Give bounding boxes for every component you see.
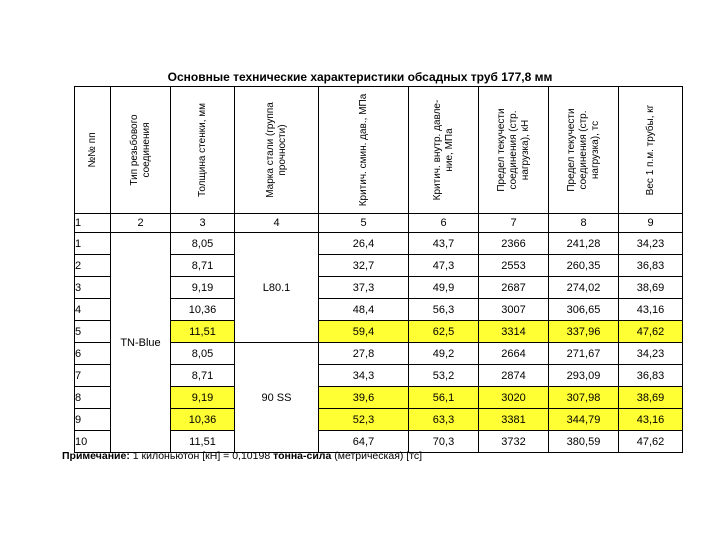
yield-kn-cell: 2687 (479, 277, 549, 299)
collapse-pressure-cell: 64,7 (319, 431, 409, 453)
wall-thickness-cell: 8,71 (171, 255, 235, 277)
wall-thickness-cell: 9,19 (171, 277, 235, 299)
header-cell (479, 87, 549, 214)
column-number: 6 (409, 214, 479, 233)
header-label: Вес 1 п.м. трубы, кг (644, 104, 656, 196)
header-cell (171, 87, 235, 214)
row-number: 3 (75, 277, 111, 299)
burst-pressure-cell: 43,7 (409, 233, 479, 255)
weight-cell: 38,69 (619, 277, 683, 299)
row-number: 5 (75, 321, 111, 343)
yield-ts-cell: 293,09 (549, 365, 619, 387)
footnote-label: Примечание: (62, 450, 130, 462)
row-number: 1 (75, 233, 111, 255)
collapse-pressure-cell: 27,8 (319, 343, 409, 365)
yield-kn-cell: 2664 (479, 343, 549, 365)
connection-type-cell: TN-Blue (111, 233, 171, 453)
weight-cell: 43,16 (619, 299, 683, 321)
weight-cell: 34,23 (619, 233, 683, 255)
header-label: Предел текучести соединения (стр. нагрузка), кН (495, 108, 531, 192)
column-number: 4 (235, 214, 319, 233)
burst-pressure-cell: 49,9 (409, 277, 479, 299)
yield-ts-cell: 274,02 (549, 277, 619, 299)
row-number: 9 (75, 409, 111, 431)
yield-ts-cell: 271,67 (549, 343, 619, 365)
row-number: 4 (75, 299, 111, 321)
weight-cell: 43,16 (619, 409, 683, 431)
yield-kn-cell: 2366 (479, 233, 549, 255)
column-number: 5 (319, 214, 409, 233)
column-number: 8 (549, 214, 619, 233)
header-label: Толщина стенки, мм (196, 103, 208, 197)
wall-thickness-cell: 10,36 (171, 409, 235, 431)
footnote (62, 450, 422, 462)
burst-pressure-cell: 62,5 (409, 321, 479, 343)
yield-ts-cell: 241,28 (549, 233, 619, 255)
burst-pressure-cell: 56,3 (409, 299, 479, 321)
table-row (75, 233, 683, 255)
header-label: Критич. смин. дав., МПа (357, 93, 369, 207)
yield-ts-cell: 337,96 (549, 321, 619, 343)
collapse-pressure-cell: 32,7 (319, 255, 409, 277)
header-cell (549, 87, 619, 214)
collapse-pressure-cell: 52,3 (319, 409, 409, 431)
header-label: Тип резьбового соединения (128, 114, 152, 186)
weight-cell: 47,62 (619, 321, 683, 343)
yield-kn-cell: 3020 (479, 387, 549, 409)
wall-thickness-cell: 9,19 (171, 387, 235, 409)
wall-thickness-cell: 8,05 (171, 233, 235, 255)
wall-thickness-cell: 11,51 (171, 431, 235, 453)
steel-grade-cell: L80.1 (235, 233, 319, 343)
weight-cell: 36,83 (619, 365, 683, 387)
burst-pressure-cell: 70,3 (409, 431, 479, 453)
burst-pressure-cell: 49,2 (409, 343, 479, 365)
wall-thickness-cell: 8,71 (171, 365, 235, 387)
header-cell (409, 87, 479, 214)
burst-pressure-cell: 63,3 (409, 409, 479, 431)
footnote-text: 1 килоньютон [кН] = 0,10198 (129, 450, 274, 462)
row-number: 6 (75, 343, 111, 365)
header-cell (75, 87, 111, 214)
yield-kn-cell: 3381 (479, 409, 549, 431)
column-number: 3 (171, 214, 235, 233)
yield-ts-cell: 260,35 (549, 255, 619, 277)
yield-kn-cell: 3314 (479, 321, 549, 343)
column-number: 9 (619, 214, 683, 233)
yield-ts-cell: 344,79 (549, 409, 619, 431)
footnote-text-end: (метрическая) [тс] (331, 450, 423, 462)
yield-ts-cell: 307,98 (549, 387, 619, 409)
header-row (75, 87, 683, 214)
row-number: 2 (75, 255, 111, 277)
collapse-pressure-cell: 34,3 (319, 365, 409, 387)
wall-thickness-cell: 8,05 (171, 343, 235, 365)
header-label: Марка стали (группа прочности) (264, 102, 288, 198)
yield-ts-cell: 306,65 (549, 299, 619, 321)
row-number: 7 (75, 365, 111, 387)
collapse-pressure-cell: 39,6 (319, 387, 409, 409)
row-number: 10 (75, 431, 111, 453)
burst-pressure-cell: 47,3 (409, 255, 479, 277)
steel-grade-cell: 90 SS (235, 343, 319, 453)
header-cell (619, 87, 683, 214)
weight-cell: 47,62 (619, 431, 683, 453)
header-cell (111, 87, 171, 214)
weight-cell: 36,83 (619, 255, 683, 277)
header-label: Критич. внутр. давле-ние, МПа (431, 99, 455, 201)
column-number: 7 (479, 214, 549, 233)
yield-kn-cell: 2553 (479, 255, 549, 277)
column-number-row (75, 214, 683, 233)
burst-pressure-cell: 53,2 (409, 365, 479, 387)
collapse-pressure-cell: 59,4 (319, 321, 409, 343)
column-number: 2 (111, 214, 171, 233)
yield-kn-cell: 3007 (479, 299, 549, 321)
header-cell (235, 87, 319, 214)
page-title: Основные технические характеристики обсадных труб 177,8 мм (167, 70, 553, 84)
collapse-pressure-cell: 26,4 (319, 233, 409, 255)
yield-kn-cell: 2874 (479, 365, 549, 387)
weight-cell: 38,69 (619, 387, 683, 409)
yield-ts-cell: 380,59 (549, 431, 619, 453)
header-cell (319, 87, 409, 214)
row-number: 8 (75, 387, 111, 409)
burst-pressure-cell: 56,1 (409, 387, 479, 409)
header-label: №№ пп (86, 132, 98, 168)
wall-thickness-cell: 11,51 (171, 321, 235, 343)
yield-kn-cell: 3732 (479, 431, 549, 453)
footnote-unit: тонна-сила (273, 450, 332, 462)
weight-cell: 34,23 (619, 343, 683, 365)
collapse-pressure-cell: 48,4 (319, 299, 409, 321)
header-label: Предел текучести соединения (стр. нагрузка), тс (565, 108, 601, 192)
collapse-pressure-cell: 37,3 (319, 277, 409, 299)
column-number: 1 (75, 214, 111, 233)
pipe-spec-table (74, 86, 683, 453)
wall-thickness-cell: 10,36 (171, 299, 235, 321)
